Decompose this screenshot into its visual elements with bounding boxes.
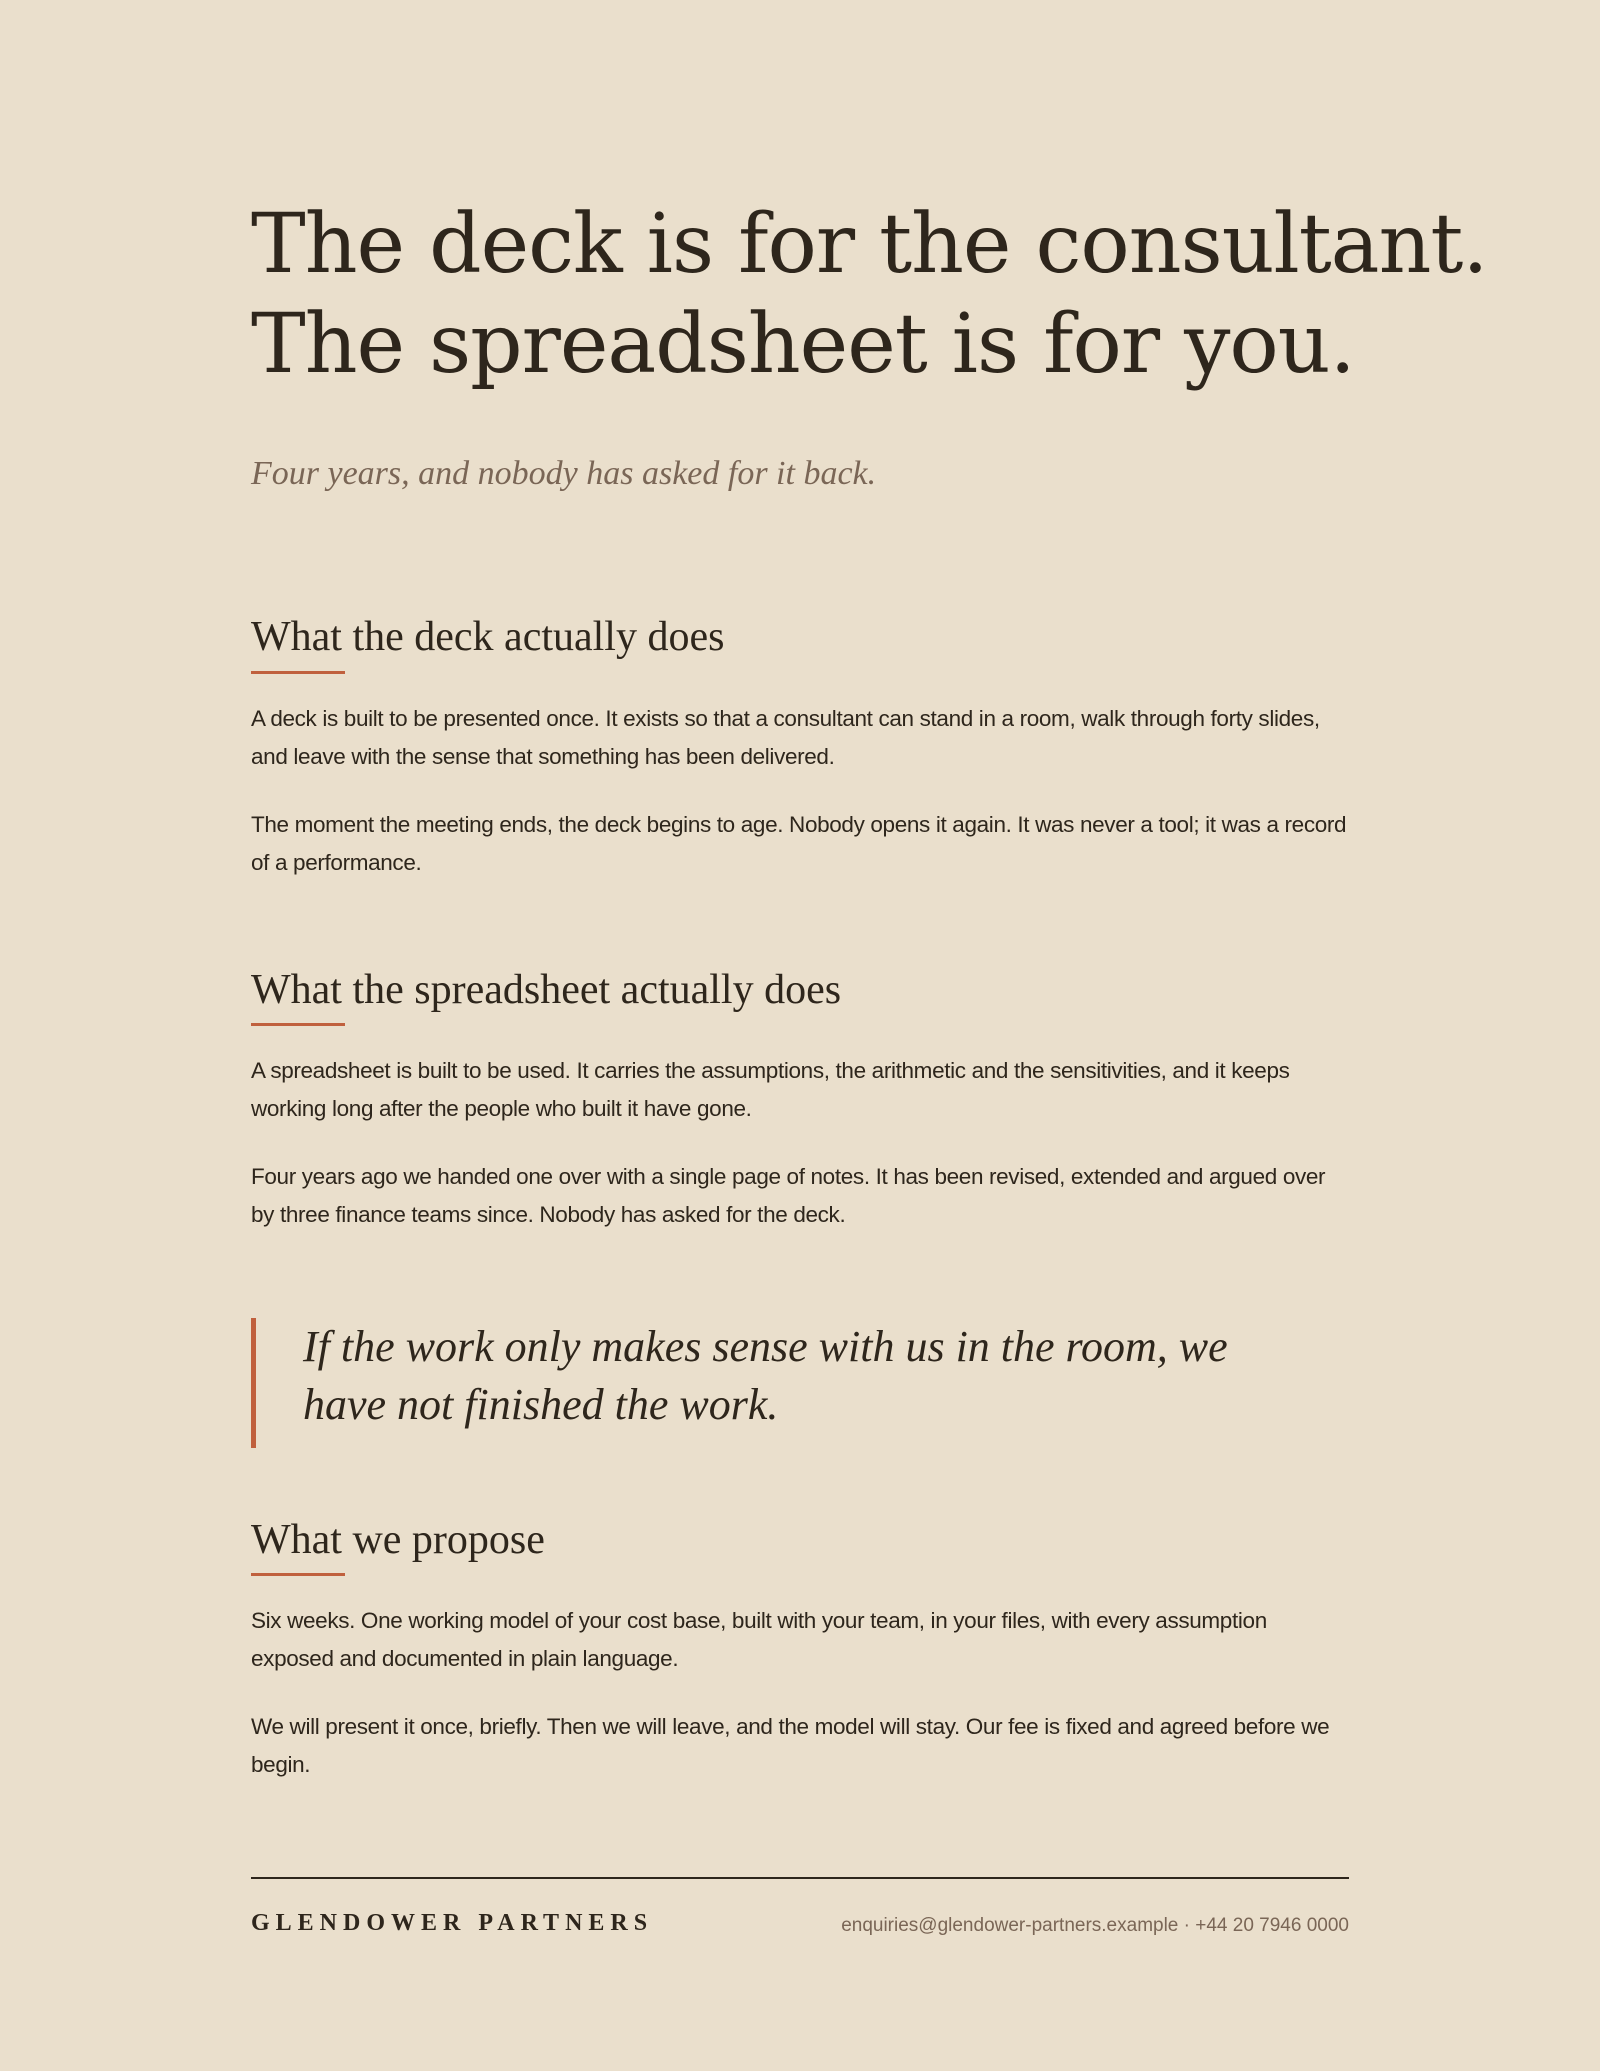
pull-quote xyxy=(251,1318,1354,1448)
section-title-propose: What we propose xyxy=(251,1517,545,1563)
headline-line-2: The spreadsheet is for you. xyxy=(251,297,1355,392)
footer-divider xyxy=(251,1877,1349,1879)
section-title-spreadsheet: What the spreadsheet actually does xyxy=(251,967,842,1013)
contact-details: enquiries@glendower-partners.example · +44 20 7946 0000 xyxy=(841,1915,1349,1936)
section-propose-paragraph-1: Six weeks. One working model of your cost base, built with your team, in your files, with every assumption exposed and documented in plain language. xyxy=(251,1608,1267,1671)
section-spreadsheet-paragraph-1: A spreadsheet is built to be used. It carries the assumptions, the arithmetic and the sensitivities, and it keeps working long after the people who built it have gone. xyxy=(251,1058,1290,1121)
section-title-deck: What the deck actually does xyxy=(251,614,725,660)
section-deck-paragraph-1: A deck is built to be presented once. It exists so that a consultant can stand in a room, walk through forty slides, and leave with the sense that something has been delivered. xyxy=(251,706,1320,769)
pull-quote-text: If the work only makes sense with us in the room, we have not finished the work. xyxy=(303,1322,1228,1429)
firm-name: GLENDOWER PARTNERS xyxy=(251,1910,654,1936)
section-spreadsheet-paragraph-2: Four years ago we handed one over with a single page of notes. It has been revised, extended and argued over by three finance teams since. Nobody has asked for the deck. xyxy=(251,1164,1326,1227)
section-propose-paragraph-2: We will present it once, briefly. Then we will leave, and the model will stay. Our fee is fixed and agreed before we begin. xyxy=(251,1714,1330,1777)
section-accent-rule xyxy=(251,671,345,674)
section-deck-paragraph-2: The moment the meeting ends, the deck begins to age. Nobody opens it again. It was never a tool; it was a record of a performance. xyxy=(251,812,1347,875)
page-subtitle: Four years, and nobody has asked for it back. xyxy=(251,455,877,492)
headline-line-1: The deck is for the consultant. xyxy=(251,197,1488,292)
page-headline xyxy=(251,195,1488,395)
section-accent-rule xyxy=(251,1573,345,1576)
section-accent-rule xyxy=(251,1023,345,1026)
